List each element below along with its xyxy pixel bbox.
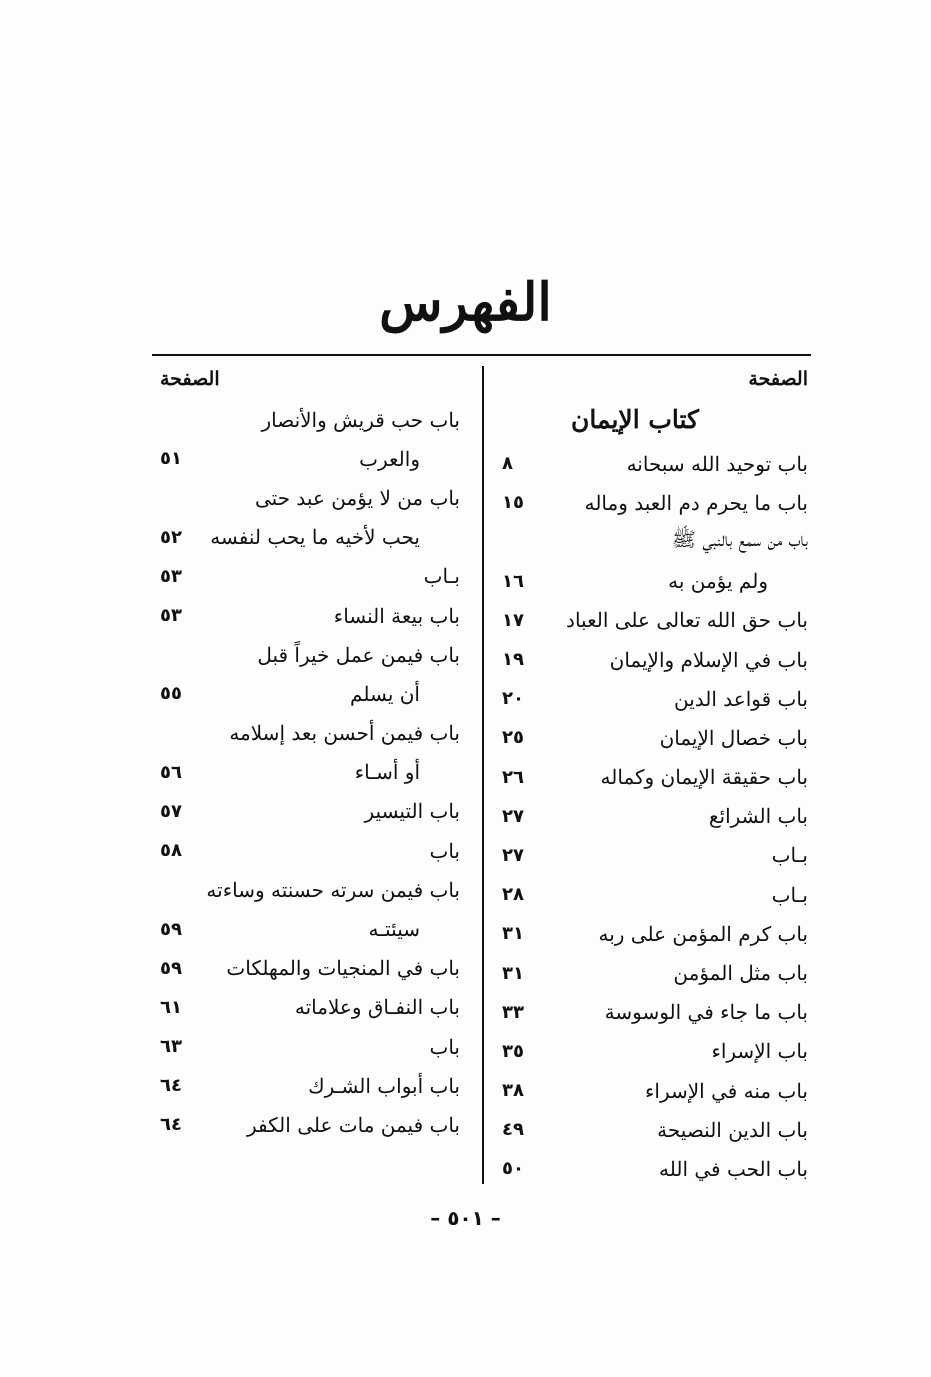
index-entry [502, 1110, 808, 1149]
index-entry [160, 909, 460, 948]
index-entry [160, 753, 460, 792]
entry-title: باب [429, 838, 460, 863]
entry-page: ٥٦ [160, 761, 182, 783]
entry-page: ٥٠ [502, 1158, 524, 1180]
entry-page: ٥٥ [160, 683, 182, 705]
entry-page: ٦٣ [160, 1036, 182, 1058]
index-entry [502, 1032, 808, 1071]
entry-title: باب ما يحرم دم العبد وماله [584, 490, 808, 515]
index-entry [160, 518, 460, 557]
right-column [502, 362, 808, 1182]
index-entry [160, 988, 460, 1027]
entry-title: والعرب [359, 446, 420, 471]
entry-page: ٨ [502, 453, 513, 475]
index-entry [160, 792, 460, 831]
entry-page: ٥٩ [160, 957, 182, 979]
index-entry [160, 596, 460, 635]
entry-page: ٢٠ [502, 688, 524, 710]
entry-page: ٥١ [160, 448, 182, 470]
entry-title: باب كرم المؤمن على ربه [598, 921, 808, 946]
index-entry [502, 718, 808, 757]
entry-title: باب ما جاء في الوسوسة [604, 1000, 808, 1025]
index-entry [502, 522, 808, 561]
index-entry [160, 1066, 460, 1105]
index-entry [160, 949, 460, 988]
index-entry [160, 635, 460, 674]
page-column-header: الصفحة [160, 368, 220, 390]
entry-page: ٥٨ [160, 840, 182, 862]
entry-page: ١٥ [502, 492, 524, 514]
page-column-header: الصفحة [748, 368, 808, 390]
entry-title: بـاب [771, 843, 808, 868]
entry-page: ٥٢ [160, 526, 182, 548]
entry-page: ٣٥ [502, 1040, 524, 1062]
entry-page: ٤٩ [502, 1119, 524, 1141]
entry-title: بـاب [771, 882, 808, 907]
header-rule [152, 354, 811, 356]
entry-title: أو أسـاء [354, 760, 420, 785]
page-title: الفهرس [379, 272, 552, 333]
entry-title: باب التيسير [364, 799, 460, 824]
index-entry [502, 914, 808, 953]
index-entry [502, 679, 808, 718]
entry-title: باب النفـاق وعلاماته [294, 995, 460, 1020]
entry-title: باب [429, 1034, 460, 1059]
index-entry [160, 439, 460, 478]
entry-title: باب منه في الإسراء [645, 1078, 808, 1103]
index-entry [502, 601, 808, 640]
entry-title: باب في المنجيات والمهلكات [226, 956, 460, 981]
entry-title: باب الإسراء [711, 1039, 808, 1064]
index-entry [160, 674, 460, 713]
entry-page: ٢٥ [502, 727, 524, 749]
entry-title: باب حقيقة الإيمان وكماله [600, 765, 808, 790]
entry-page: ١٦ [502, 570, 524, 592]
index-entry [502, 1149, 808, 1188]
entry-title: باب توحيد الله سبحانه [626, 451, 808, 476]
entry-page: ٢٧ [502, 805, 524, 827]
entry-title: باب فيمن مات على الكفر [246, 1112, 460, 1137]
entry-page: ٢٧ [502, 844, 524, 866]
index-entry [502, 875, 808, 914]
entry-page: ٥٣ [160, 605, 182, 627]
index-entry [160, 1105, 460, 1144]
entry-title: باب في الإسلام والإيمان [609, 647, 808, 672]
entry-page: ٦٤ [160, 1075, 182, 1097]
entry-page: ١٩ [502, 649, 524, 671]
entry-title: باب فيمن أحسن بعد إسلامه [229, 721, 460, 746]
left-column-rows [160, 400, 460, 1145]
right-column-rows [502, 444, 808, 1189]
entry-page: ٥٣ [160, 565, 182, 587]
entry-title: باب فيمن عمل خيراً قبل [257, 642, 460, 667]
index-entry [160, 478, 460, 517]
entry-title: باب فيمن سرته حسنته وساءته [206, 877, 460, 902]
index-entry [160, 714, 460, 753]
entry-title: ولم يؤمن به [668, 569, 768, 594]
index-entry [502, 758, 808, 797]
entry-title: يحب لأخيه ما يحب لنفسه [210, 525, 420, 550]
page-number: – ٥٠١ – [430, 1206, 501, 1230]
entry-title: باب حب قريش والأنصار [261, 407, 460, 432]
index-entry [160, 870, 460, 909]
index-entry [160, 400, 460, 439]
index-entry [502, 640, 808, 679]
index-entry [160, 1027, 460, 1066]
entry-title: باب من سمع بالنبي ﷺ [671, 527, 808, 552]
index-entry [502, 993, 808, 1032]
index-entry [502, 953, 808, 992]
column-divider [482, 366, 484, 1184]
entry-title: باب من لا يؤمن عبد حتى [255, 485, 460, 510]
left-column [160, 362, 460, 1182]
entry-page: ٥٧ [160, 800, 182, 822]
entry-title: بـاب [423, 564, 460, 589]
entry-title: باب خصال الإيمان [659, 725, 808, 750]
entry-page: ٦١ [160, 996, 182, 1018]
entry-page: ٣١ [502, 962, 524, 984]
index-entry [502, 483, 808, 522]
entry-title: باب مثل المؤمن [673, 961, 808, 986]
entry-title: باب الشرائع [708, 804, 808, 829]
index-entry [502, 1071, 808, 1110]
entry-title: باب الدين النصيحة [657, 1117, 808, 1142]
entry-page: ٣٨ [502, 1080, 524, 1102]
entry-title: باب حق الله تعالى على العباد [566, 608, 808, 633]
index-entry [502, 836, 808, 875]
index-entry [160, 831, 460, 870]
entry-title: باب الحب في الله [659, 1156, 808, 1181]
entry-page: ٦٤ [160, 1114, 182, 1136]
index-entry [160, 557, 460, 596]
entry-page: ٣٣ [502, 1001, 524, 1023]
entry-title: باب قواعد الدين [673, 686, 808, 711]
entry-page: ٢٨ [502, 884, 524, 906]
entry-page: ٥٩ [160, 918, 182, 940]
entry-page: ١٧ [502, 609, 524, 631]
entry-title: باب أبواب الشـرك [308, 1073, 460, 1098]
entry-page: ٣١ [502, 923, 524, 945]
section-title: كتاب الإيمان [571, 405, 699, 434]
index-entry [502, 562, 808, 601]
entry-title: أن يسلم [350, 681, 420, 706]
index-entry [502, 444, 808, 483]
entry-page: ٢٦ [502, 766, 524, 788]
entry-title: باب بيعة النساء [333, 603, 460, 628]
index-entry [502, 797, 808, 836]
entry-title: سيئتـه [368, 917, 420, 942]
